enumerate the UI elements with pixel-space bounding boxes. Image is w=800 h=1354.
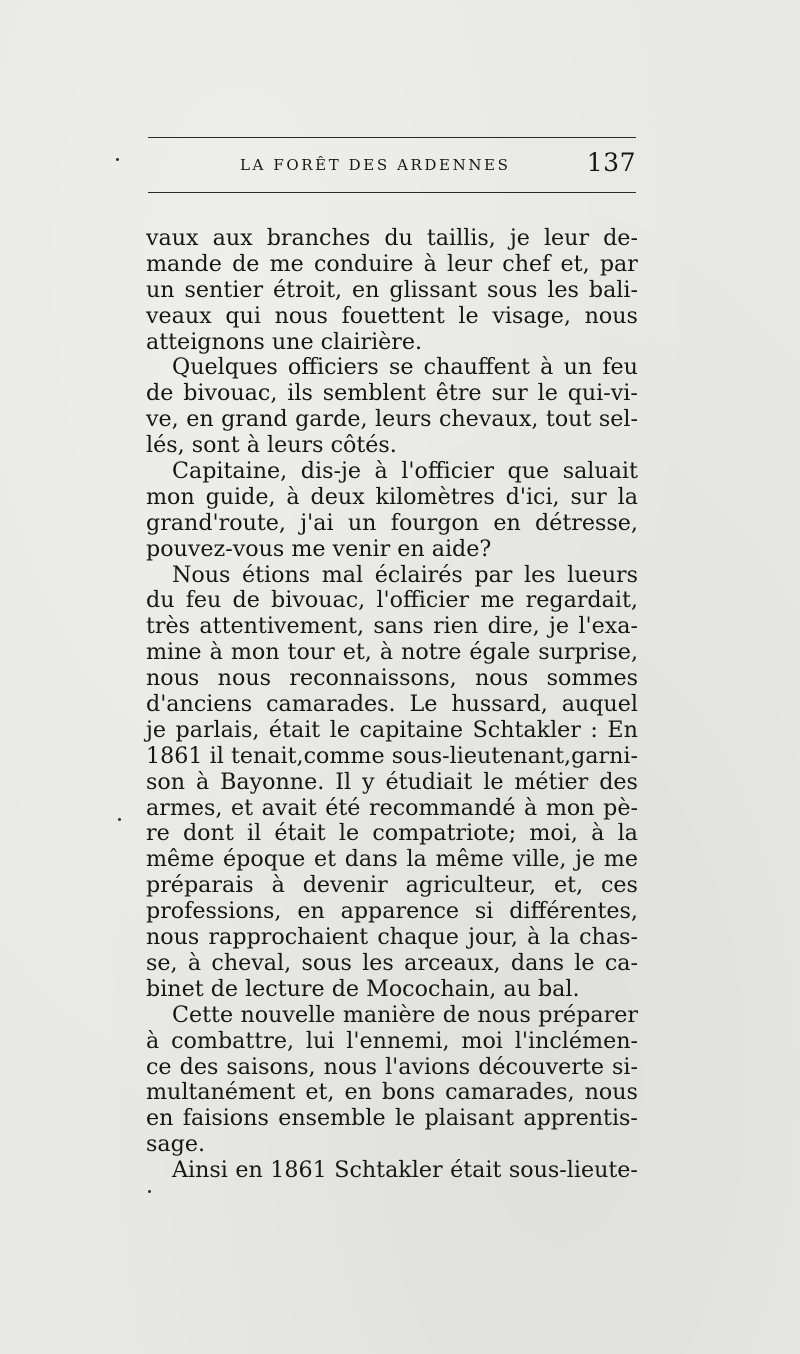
text-line: [146, 1158, 638, 1184]
word: différentes,: [509, 898, 638, 925]
word: était: [274, 820, 326, 847]
word: qui-vi-: [567, 380, 638, 407]
word: tout: [545, 406, 592, 433]
word: bali-: [588, 276, 638, 303]
word: je: [146, 716, 167, 743]
word: mande: [146, 250, 222, 277]
text-line: [146, 1080, 638, 1106]
word: la: [549, 924, 570, 951]
word: et,: [305, 1079, 335, 1106]
word: se,: [146, 949, 178, 976]
text-line: [146, 899, 638, 925]
word: me: [603, 846, 638, 873]
word: d'ici,: [505, 483, 560, 510]
word: de: [146, 380, 174, 407]
word: à: [146, 1027, 160, 1054]
word: Cette: [172, 1001, 234, 1028]
text-line: [146, 847, 638, 873]
word: il: [209, 742, 224, 769]
word: à: [195, 768, 210, 795]
word: la: [617, 483, 638, 510]
word: les: [523, 561, 556, 588]
word: l'ennemi,: [346, 1027, 450, 1054]
word: lui: [305, 1027, 335, 1054]
word: de: [442, 1001, 471, 1028]
word: de: [232, 587, 260, 614]
word: sur: [491, 380, 528, 407]
word: hussard,: [451, 691, 548, 718]
paper-speck: [118, 818, 121, 821]
word: nous: [584, 302, 638, 329]
text-line: [146, 485, 638, 511]
word: sous: [486, 276, 538, 303]
word: garde,: [295, 406, 368, 433]
word: pè-: [603, 794, 638, 821]
text-line: [146, 355, 638, 381]
word: même: [146, 846, 215, 873]
word: éclairés: [374, 561, 463, 588]
word: je: [509, 225, 530, 251]
word: grand'route,: [146, 509, 286, 536]
word: métier: [514, 768, 589, 795]
word: la: [617, 820, 638, 847]
text-line: [146, 640, 638, 666]
word: le: [338, 820, 360, 847]
word: apparence: [340, 898, 460, 925]
word: ville,: [512, 846, 567, 873]
word: nous: [274, 302, 328, 329]
word: mine: [146, 639, 202, 666]
word: arceaux,: [404, 949, 501, 976]
text-line: [146, 977, 638, 1003]
word: y: [361, 768, 375, 795]
word: le: [574, 949, 595, 976]
word: en: [186, 406, 214, 433]
word: le: [394, 1105, 416, 1132]
text-line: [146, 511, 638, 537]
word: sous: [301, 949, 352, 976]
word: sous-lieute-: [508, 1157, 638, 1184]
word: était: [450, 1157, 502, 1184]
word: aux: [212, 225, 253, 251]
word: En: [607, 716, 638, 743]
word: nous: [146, 665, 200, 692]
text-line: [146, 666, 638, 692]
text-line: [146, 433, 638, 459]
word: des: [599, 768, 638, 795]
word: du: [384, 225, 413, 251]
word: avait: [261, 794, 317, 821]
word: plaisant: [424, 1105, 515, 1132]
word: Quelques: [172, 354, 278, 381]
word: reconnaissons,: [289, 665, 457, 692]
word: nouvelle: [240, 1001, 336, 1028]
word: tour: [287, 639, 335, 666]
word: faisions: [182, 1105, 269, 1132]
word: attentivement,: [199, 613, 365, 640]
word: le: [537, 380, 558, 407]
word: j'ai: [300, 509, 334, 536]
word: Capitaine,: [172, 458, 288, 485]
word: ca-: [604, 949, 638, 976]
word: leurs: [374, 406, 432, 433]
word: :: [590, 716, 598, 743]
word: re: [146, 820, 170, 847]
word: à: [374, 458, 388, 485]
word: Il: [335, 768, 352, 795]
word: en: [344, 1079, 372, 1106]
word: à: [271, 872, 285, 899]
word: à: [540, 354, 554, 381]
word: les: [362, 949, 394, 976]
text-line: [146, 1106, 638, 1132]
word: fourgon: [390, 509, 480, 536]
word: et,: [560, 250, 590, 277]
header-rule-top: [148, 137, 636, 138]
word: un: [563, 354, 593, 381]
word: nous: [217, 665, 271, 692]
word: compatriote;: [372, 820, 517, 847]
word: me: [269, 250, 304, 277]
word: moi,: [529, 820, 578, 847]
word: dis-je: [300, 458, 361, 485]
word: été: [325, 794, 361, 821]
word: conduire: [313, 250, 414, 277]
word: camarades.: [266, 691, 396, 718]
word: agriculteur,: [405, 872, 537, 899]
word: manière: [342, 1001, 436, 1028]
word: kilomètres: [375, 483, 495, 510]
word: notre: [401, 639, 462, 666]
word: si-: [612, 1053, 638, 1080]
text-line: [146, 588, 638, 614]
word: chaque: [377, 924, 459, 951]
word: le: [483, 768, 504, 795]
word: du: [146, 587, 175, 614]
word: bons: [381, 1079, 436, 1106]
word: l'inclémen-: [514, 1027, 638, 1054]
word: semblent: [322, 380, 426, 407]
text-line: [146, 1132, 638, 1158]
text-line: [146, 1029, 638, 1055]
word: dire,: [487, 613, 540, 640]
word: très: [146, 613, 191, 640]
word: camarades,: [445, 1079, 575, 1106]
word: des: [179, 1053, 219, 1080]
word: à: [286, 483, 300, 510]
word: deux: [310, 483, 365, 510]
word: leur: [543, 225, 590, 251]
text-line: [146, 407, 638, 433]
word: dans: [510, 949, 564, 976]
text-line-content: binet de lecture de Mocochain, au bal.: [146, 975, 580, 1002]
word: Schtakler: [472, 716, 581, 743]
word: fouettent: [341, 302, 445, 329]
word: Bayonne.: [220, 768, 325, 795]
word: de-: [603, 225, 638, 251]
paper-speck: [116, 158, 119, 161]
word: le: [458, 302, 479, 329]
word: nous: [477, 1001, 531, 1028]
word: dans: [344, 846, 398, 873]
word: par: [474, 561, 513, 588]
word: Ainsi: [172, 1157, 228, 1184]
word: recommandé: [369, 794, 516, 821]
word: et,: [342, 639, 372, 666]
text-line: [146, 304, 638, 330]
text-line-content: pouvez-vous me venir en aide?: [146, 535, 492, 562]
word: professions,: [146, 898, 282, 925]
text-line-content: sage.: [146, 1131, 206, 1158]
word: ils: [287, 380, 313, 407]
word: à: [524, 794, 538, 821]
word: parlais,: [175, 716, 260, 743]
word: époque: [223, 846, 306, 873]
text-line-content: lés, sont à leurs côtés.: [146, 432, 397, 459]
header-rule-bottom: [148, 192, 636, 193]
word: il: [246, 820, 262, 847]
running-head: [148, 148, 636, 184]
word: de: [232, 250, 260, 277]
text-line: [146, 330, 638, 356]
word: et: [313, 846, 337, 873]
word: l'exa-: [578, 613, 638, 640]
word: multanément: [146, 1079, 296, 1106]
word: bivouac,: [183, 380, 278, 407]
word: sel-: [598, 406, 638, 433]
word: sous-lieutenant,garni-: [391, 742, 638, 769]
word: mon: [146, 483, 195, 510]
text-line: [146, 381, 638, 407]
word: bivouac,: [271, 587, 366, 614]
word: capitaine: [359, 716, 464, 743]
word: son: [146, 768, 186, 795]
word: l'officier: [376, 587, 470, 614]
word: feu: [185, 587, 222, 614]
word: à: [379, 639, 394, 666]
word: nous: [584, 1079, 638, 1106]
word: les: [547, 276, 579, 303]
word: lueurs: [567, 561, 638, 588]
word: détresse,: [535, 509, 638, 536]
word: sommes: [546, 665, 638, 692]
word: être: [435, 380, 482, 407]
word: chef: [502, 250, 551, 277]
text-line: [146, 226, 638, 252]
text-line: [146, 718, 638, 744]
page-number: 137: [586, 148, 636, 177]
word: guide,: [205, 483, 276, 510]
word: tenait,comme: [230, 742, 385, 769]
word: si: [474, 898, 494, 925]
word: chauffent: [423, 354, 530, 381]
word: étudiait: [385, 768, 473, 795]
word: préparer: [538, 1001, 638, 1028]
word: branches: [266, 225, 371, 251]
word: à: [187, 949, 202, 976]
word: ces: [601, 872, 638, 899]
text-line: [146, 925, 638, 951]
text-line: [146, 770, 638, 796]
word: saluait: [562, 458, 638, 485]
word: étions: [242, 561, 311, 588]
word: chas-: [579, 924, 638, 951]
word: sentier: [184, 276, 264, 303]
word: devenir: [302, 872, 388, 899]
word: d'anciens: [146, 691, 253, 718]
word: leur: [446, 250, 493, 277]
word: ce: [146, 1053, 172, 1080]
word: nous: [323, 1053, 377, 1080]
word: visage,: [492, 302, 571, 329]
text-line: [146, 744, 638, 770]
word: regardait,: [525, 587, 638, 614]
word: étroit,: [273, 276, 343, 303]
word: nous: [146, 924, 200, 951]
word: en: [297, 898, 325, 925]
word: cheval,: [211, 949, 292, 976]
word: le: [329, 716, 350, 743]
word: par: [599, 250, 638, 277]
word: se: [388, 354, 414, 381]
text-line: [146, 873, 638, 899]
word: feu: [602, 354, 638, 381]
paper-speck: [148, 1190, 151, 1193]
word: et: [231, 794, 254, 821]
word: mon: [230, 639, 280, 666]
word: l'avions: [385, 1053, 471, 1080]
word: rapprochaient: [208, 924, 369, 951]
word: me: [480, 587, 515, 614]
word: sur: [570, 483, 607, 510]
word: taillis,: [426, 225, 496, 251]
word: sans: [373, 613, 424, 640]
word: un: [146, 276, 175, 303]
running-title: LA FORÊT DES ARDENNES: [240, 156, 511, 174]
word: moi: [461, 1027, 503, 1054]
word: la: [406, 846, 427, 873]
text-line: [146, 692, 638, 718]
word: à: [591, 820, 605, 847]
word: je: [549, 613, 570, 640]
word: mal: [321, 561, 364, 588]
word: vaux: [146, 225, 199, 251]
word: je: [575, 846, 596, 873]
word: Nous: [172, 561, 231, 588]
text-line: [146, 563, 638, 589]
word: en: [235, 1157, 263, 1184]
word: jour,: [468, 924, 518, 951]
word: était: [268, 716, 321, 743]
text-line: [146, 537, 638, 563]
word: mon: [545, 794, 595, 821]
word: nous: [474, 665, 529, 692]
body-text: [146, 226, 638, 1184]
word: à: [209, 639, 223, 666]
word: préparais: [146, 872, 254, 899]
text-line: [146, 821, 638, 847]
word: officiers: [287, 354, 379, 381]
word: à: [527, 924, 541, 951]
word: glissant: [389, 276, 478, 303]
text-line: [146, 796, 638, 822]
word: veaux: [146, 302, 212, 329]
text-line: [146, 252, 638, 278]
word: grand: [221, 406, 288, 433]
word: 1861: [146, 742, 203, 769]
text-line: [146, 278, 638, 304]
text-line: [146, 459, 638, 485]
word: un: [347, 509, 377, 536]
word: ve,: [146, 406, 179, 433]
word: surprise,: [538, 639, 638, 666]
word: dont: [182, 820, 234, 847]
word: à: [423, 250, 437, 277]
word: en: [146, 1105, 174, 1132]
word: 1861: [270, 1157, 327, 1184]
word: armes,: [146, 794, 223, 821]
text-line: [146, 951, 638, 977]
word: découverte: [478, 1053, 604, 1080]
text-line-content: atteignons une clairière.: [146, 328, 423, 355]
word: chevaux,: [438, 406, 539, 433]
word: que: [507, 458, 550, 485]
word: rien: [433, 613, 479, 640]
word: même: [435, 846, 504, 873]
word: Schtakler: [334, 1157, 443, 1184]
word: auquel: [561, 691, 638, 718]
word: en: [352, 276, 380, 303]
word: Le: [409, 691, 438, 718]
word: ensemble: [278, 1105, 386, 1132]
word: et,: [554, 872, 584, 899]
word: qui: [225, 302, 261, 329]
word: égale: [469, 639, 531, 666]
text-line: [146, 1003, 638, 1029]
word: l'officier: [401, 458, 494, 485]
text-line: [146, 614, 638, 640]
word: apprentis-: [523, 1105, 638, 1132]
word: combattre,: [171, 1027, 295, 1054]
word: en: [493, 509, 521, 536]
word: saisons,: [226, 1053, 316, 1080]
text-line: [146, 1055, 638, 1081]
